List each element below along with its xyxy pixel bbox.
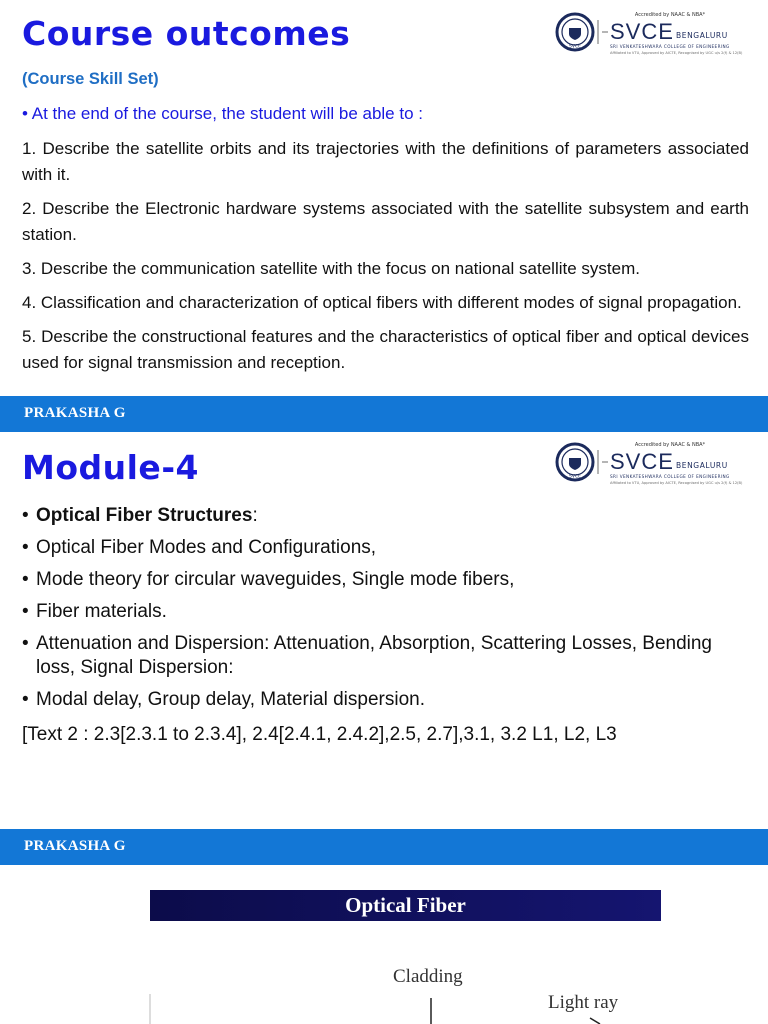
- svce-logo-graphic: [550, 436, 763, 490]
- outcomes-list: [22, 136, 749, 384]
- slide-optical-fiber: [0, 866, 768, 1024]
- text-reference: [Text 2 : 2.3[2.3.1 to 2.3.4], 2.4[2.4.1, 2.4.2],2.5, 2.7],3.1, 3.2 L1, L2, L3: [22, 724, 617, 745]
- svce-logo: [550, 6, 763, 60]
- outcome-item: 4. Classification and characterization of optical fibers with different modes of signal propagation.: [22, 293, 742, 312]
- svg-text:BENGALURU: BENGALURU: [676, 461, 728, 470]
- intro-bullet: • At the end of the course, the student will be able to :: [22, 104, 423, 123]
- topic-item: [22, 632, 722, 680]
- topic-text: Modal delay, Group delay, Material dispersion.: [36, 689, 425, 710]
- bullet-dot: •: [22, 505, 29, 526]
- light-ray-arrow: [590, 1018, 600, 1024]
- slide-module-4: [0, 432, 768, 866]
- bullet-dot: •: [22, 537, 29, 558]
- svg-text:SVCE: SVCE: [610, 449, 674, 474]
- topic-text: Optical Fiber Modes and Configurations,: [36, 537, 377, 558]
- topic-text: Mode theory for circular waveguides, Single mode fibers,: [36, 569, 515, 590]
- topic-item: [22, 688, 722, 712]
- svg-text:SVCE: SVCE: [610, 19, 674, 44]
- slide-course-outcomes: [0, 0, 768, 432]
- bullet-dot: •: [22, 689, 29, 710]
- optical-fiber-header: Optical Fiber: [150, 890, 661, 921]
- light-ray-label: Light ray: [548, 992, 619, 1013]
- svg-text:BENGALURU: BENGALURU: [676, 31, 728, 40]
- bullet-dot: •: [22, 633, 29, 654]
- outcome-item: 2. Describe the Electronic hardware systems associated with the satellite subsystem and earth station.: [22, 199, 749, 244]
- topic-item: [22, 504, 722, 528]
- outcome-item: 5. Describe the constructional features and the characteristics of optical fiber and optical devices used for signal transmission and reception.: [22, 327, 749, 372]
- topic-item: [22, 600, 722, 624]
- bullet-dot: •: [22, 569, 29, 590]
- topic-item: [22, 568, 722, 592]
- svg-text:Accredited by NAAC & NBA*: Accredited by NAAC & NBA*: [634, 442, 706, 448]
- fiber-diagram: [0, 866, 768, 1024]
- footer-bar: [0, 396, 768, 432]
- topic-text: Fiber materials.: [36, 601, 167, 622]
- outcome-item: 3. Describe the communication satellite with the focus on national satellite system.: [22, 259, 640, 278]
- outcome-item: 1. Describe the satellite orbits and its trajectories with the definitions of parameters associated with it.: [22, 139, 749, 184]
- svce-logo: [550, 436, 763, 490]
- svg-text:SVCE: SVCE: [569, 44, 581, 50]
- topic-suffix: :: [252, 505, 258, 526]
- svg-text:Accredited by NAAC & NBA*: Accredited by NAAC & NBA*: [634, 12, 706, 18]
- slide-title: Course outcomes: [22, 14, 351, 53]
- svg-text:SRI VENKATESHWARA COLLEGE OF E: SRI VENKATESHWARA COLLEGE OF ENGINEERING: [610, 474, 730, 479]
- module-topics-list: [22, 504, 722, 720]
- bullet-dot: •: [22, 601, 29, 622]
- cladding-label: Cladding: [393, 966, 463, 987]
- slide-title: Module-4: [22, 448, 199, 487]
- topic-text: Attenuation and Dispersion: Attenuation, Absorption, Scattering Losses, Bending loss, Signal Dispersion:: [36, 633, 713, 678]
- svg-text:Affiliated to VTU, Approved by: Affiliated to VTU, Approved by AICTE, Recognised by UGC u/s 2(f) & 12(B): [610, 481, 743, 485]
- footer-bar: [0, 829, 768, 865]
- author-name: PRAKASHA G: [24, 838, 126, 854]
- course-skill-set-subheading: (Course Skill Set): [22, 70, 159, 88]
- svg-text:SRI VENKATESHWARA COLLEGE OF E: SRI VENKATESHWARA COLLEGE OF ENGINEERING: [610, 44, 730, 49]
- topic-bold-text: Optical Fiber Structures: [36, 505, 253, 526]
- author-name: PRAKASHA G: [24, 405, 126, 421]
- svce-logo-graphic: [550, 6, 763, 60]
- topic-item: [22, 536, 722, 560]
- svg-text:SVCE: SVCE: [569, 474, 581, 480]
- svg-text:Affiliated to VTU, Approved by: Affiliated to VTU, Approved by AICTE, Recognised by UGC u/s 2(f) & 12(B): [610, 51, 743, 55]
